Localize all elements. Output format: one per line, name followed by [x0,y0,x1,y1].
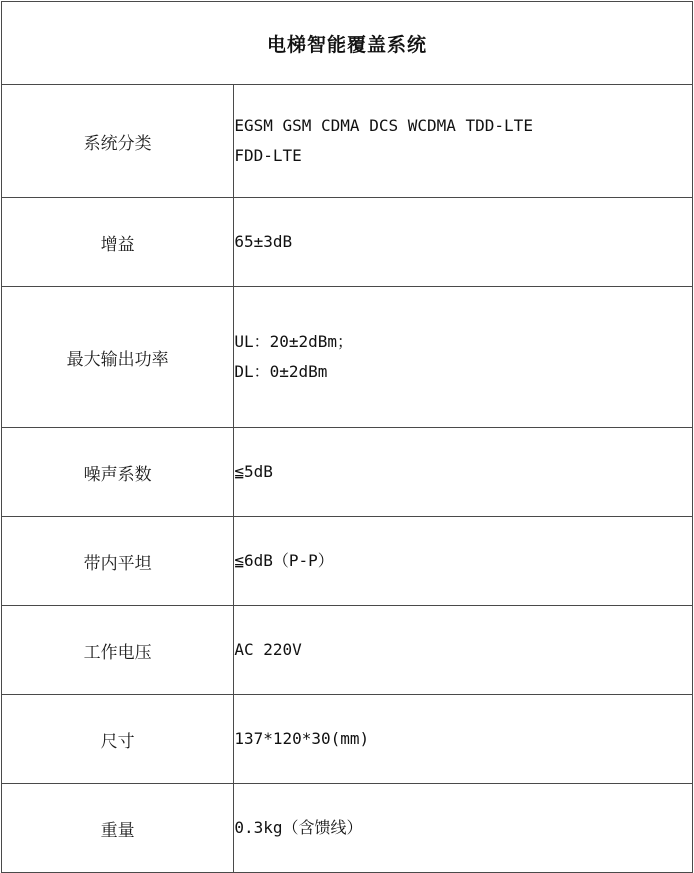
row-label-operating-voltage: 工作电压 [2,606,234,695]
row-label-max-output-power: 最大输出功率 [2,287,234,428]
table-row [2,287,693,428]
row-value-max-output-power [234,287,693,428]
row-value-gain [234,198,693,287]
row-label-gain: 增益 [2,198,234,287]
table-row [2,198,693,287]
row-label-in-band-flatness: 带内平坦 [2,517,234,606]
value-line: UL：20±2dBm； [234,331,354,351]
value-line: 0.3kg（含馈线） [234,817,363,837]
table-header-row [2,2,693,85]
row-value-weight [234,784,693,873]
value-line: EGSM GSM CDMA DCS WCDMA TDD-LTE [234,115,533,135]
table-row [2,695,693,784]
specification-table [1,1,693,873]
table-row [2,428,693,517]
row-label-system-category: 系统分类 [2,85,234,198]
table-row [2,606,693,695]
row-value-system-category [234,85,693,198]
value-line: ≦6dB（P-P） [234,550,334,570]
value-line: DL：0±2dBm [234,362,328,381]
value-line: FDD-LTE [234,146,302,165]
row-value-noise-figure [234,428,693,517]
row-label-weight: 重量 [2,784,234,873]
table-row [2,517,693,606]
row-label-dimensions: 尺寸 [2,695,234,784]
table-row [2,85,693,198]
row-value-in-band-flatness [234,517,693,606]
table-row [2,784,693,873]
value-line: AC 220V [234,639,302,659]
value-line: 137*120*30(mm) [234,728,370,748]
row-value-operating-voltage [234,606,693,695]
value-line: ≦5dB [234,461,273,481]
value-line: 65±3dB [234,231,293,251]
row-value-dimensions [234,695,693,784]
table-title: 电梯智能覆盖系统 [2,2,693,85]
row-label-noise-figure: 噪声系数 [2,428,234,517]
